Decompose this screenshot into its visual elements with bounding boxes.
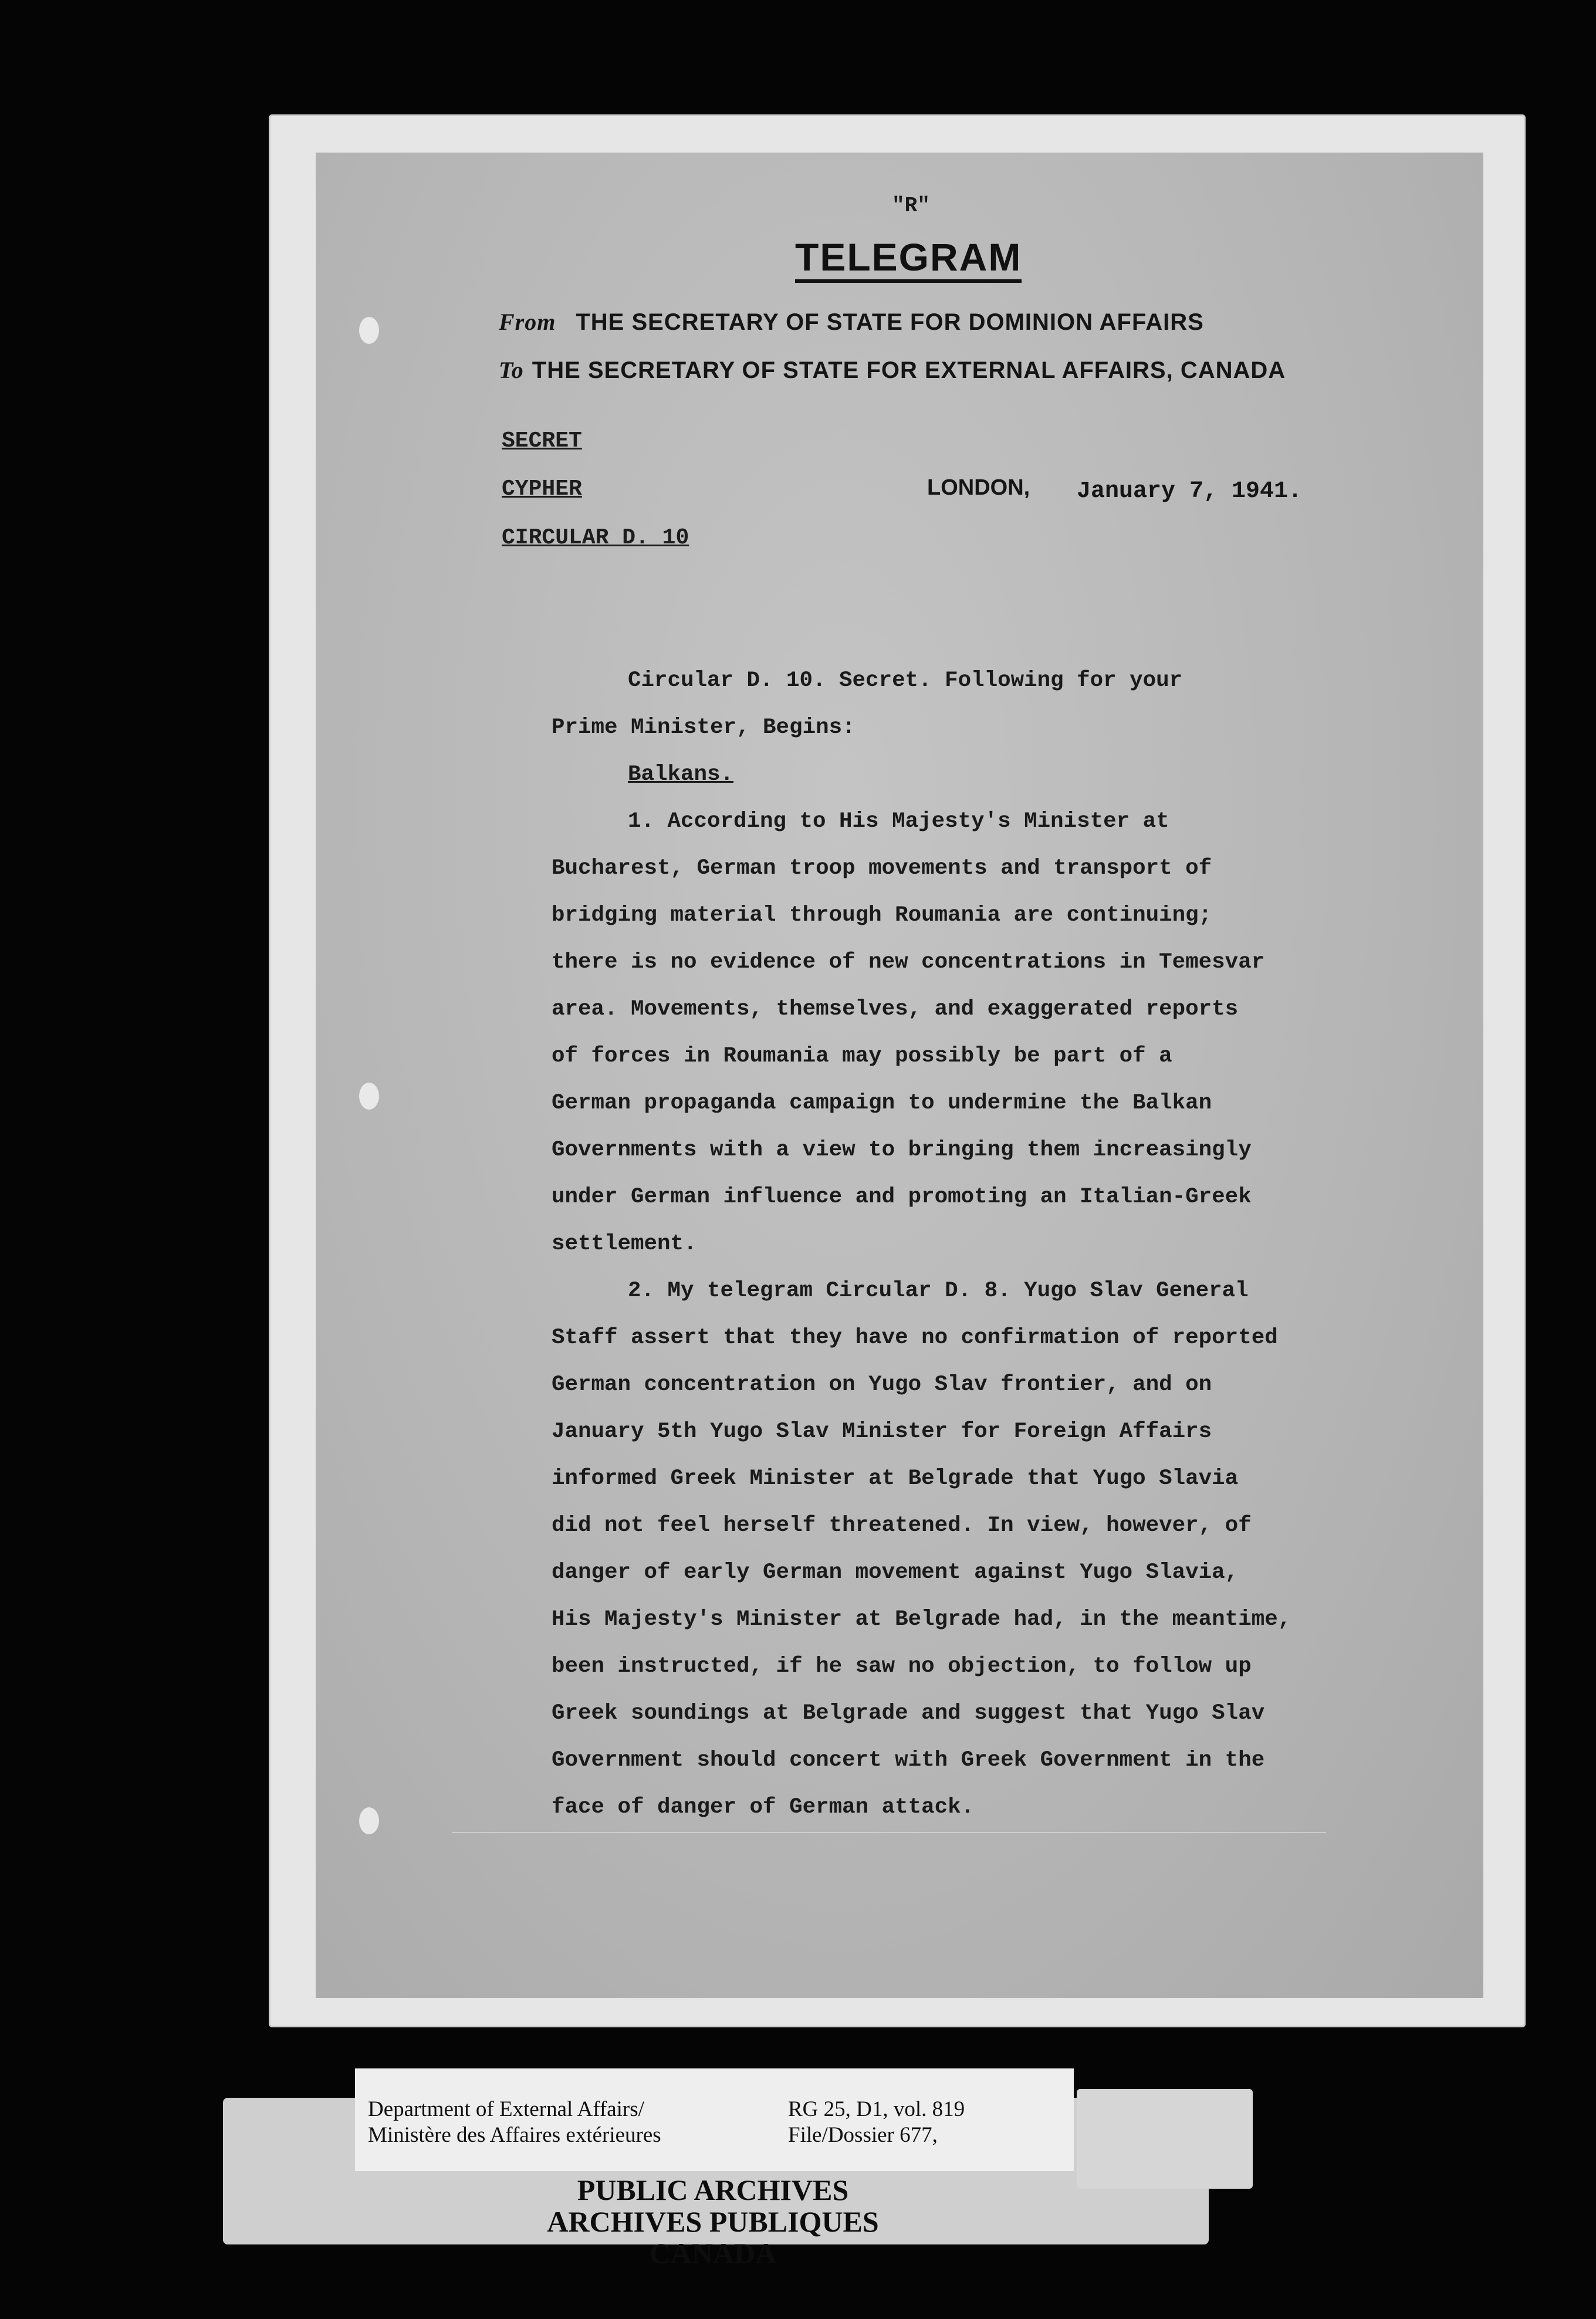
body-line: did not feel herself threatened. In view, however, of — [552, 1513, 1252, 1538]
divider — [452, 1832, 1326, 1833]
marking-cypher: CYPHER — [502, 476, 582, 502]
body-line: Bucharest, German troop movements and transport of — [552, 856, 1212, 881]
body-line: area. Movements, themselves, and exaggerated reports — [552, 997, 1239, 1022]
body-line: face of danger of German attack. — [552, 1795, 975, 1820]
stamp-line: CANADA — [649, 2237, 777, 2270]
archive-label — [355, 2068, 1074, 2171]
section-heading-text: Balkans. — [628, 762, 734, 787]
page-title: TELEGRAM — [795, 235, 1022, 283]
to-label: To — [499, 357, 524, 383]
stamp-line: PUBLIC ARCHIVES — [577, 2173, 849, 2206]
body-line: Greek soundings at Belgrade and suggest that Yugo Slav — [552, 1701, 1265, 1726]
from-label: From — [499, 309, 556, 335]
body-line: danger of early German movement against Yugo Slavia, — [552, 1560, 1239, 1585]
place: LONDON, — [927, 475, 1030, 500]
body-line: of forces in Roumania may possibly be part of a — [552, 1044, 1172, 1069]
to-value: THE SECRETARY OF STATE FOR EXTERNAL AFFAIRS, CANADA — [532, 357, 1286, 383]
from-value: THE SECRETARY OF STATE FOR DOMINION AFFAIRS — [576, 309, 1204, 335]
dept-fr: Ministère des Affaires extérieures — [368, 2123, 661, 2147]
archive-ref-1: RG 25, D1, vol. 819 — [788, 2097, 965, 2121]
body-line: 2. My telegram Circular D. 8. Yugo Slav General — [628, 1279, 1249, 1303]
marking-circular: CIRCULAR D. 10 — [502, 525, 689, 550]
telegram-body — [552, 657, 1385, 1831]
body-line: German propaganda campaign to undermine the Balkan — [552, 1091, 1212, 1115]
from-line — [499, 308, 1204, 336]
archives-stamp — [364, 2174, 1062, 2269]
body-line: there is no evidence of new concentrations in Temesvar — [552, 950, 1265, 975]
body-line: informed Greek Minister at Belgrade that Yugo Slavia — [552, 1466, 1239, 1491]
dept-en: Department of External Affairs/ — [368, 2097, 644, 2121]
body-line: Prime Minister, Begins: — [552, 715, 856, 740]
body-line: His Majesty's Minister at Belgrade had, in the meantime, — [552, 1607, 1291, 1632]
document-code: "R" — [892, 194, 930, 218]
stamp-line: ARCHIVES PUBLIQUES — [547, 2205, 879, 2238]
punch-hole — [359, 1807, 379, 1834]
body-line: Government should concert with Greek Government in the — [552, 1748, 1265, 1773]
body-line: settlement. — [552, 1232, 697, 1256]
marking-secret: SECRET — [502, 428, 582, 454]
body-line: bridging material through Roumania are continuing; — [552, 903, 1212, 928]
punch-hole — [359, 317, 379, 344]
archive-ref-2: File/Dossier 677, — [788, 2123, 938, 2147]
punch-hole — [359, 1083, 379, 1110]
to-line — [499, 356, 1286, 384]
archive-tab-edge — [1077, 2089, 1253, 2189]
body-line: been instructed, if he saw no objection, to follow up — [552, 1654, 1252, 1679]
body-line: Circular D. 10. Secret. Following for your — [628, 668, 1183, 693]
body-line: German concentration on Yugo Slav frontier, and on — [552, 1373, 1212, 1397]
body-line: 1. According to His Majesty's Minister at — [628, 809, 1169, 834]
date: January 7, 1941. — [1077, 478, 1303, 505]
body-line: under German influence and promoting an Italian-Greek — [552, 1185, 1252, 1209]
body-line: January 5th Yugo Slav Minister for Foreign Affairs — [552, 1419, 1212, 1444]
section-heading — [552, 751, 1385, 798]
body-line: Staff assert that they have no confirmation of reported — [552, 1326, 1278, 1350]
body-line: Governments with a view to bringing them increasingly — [552, 1138, 1252, 1162]
